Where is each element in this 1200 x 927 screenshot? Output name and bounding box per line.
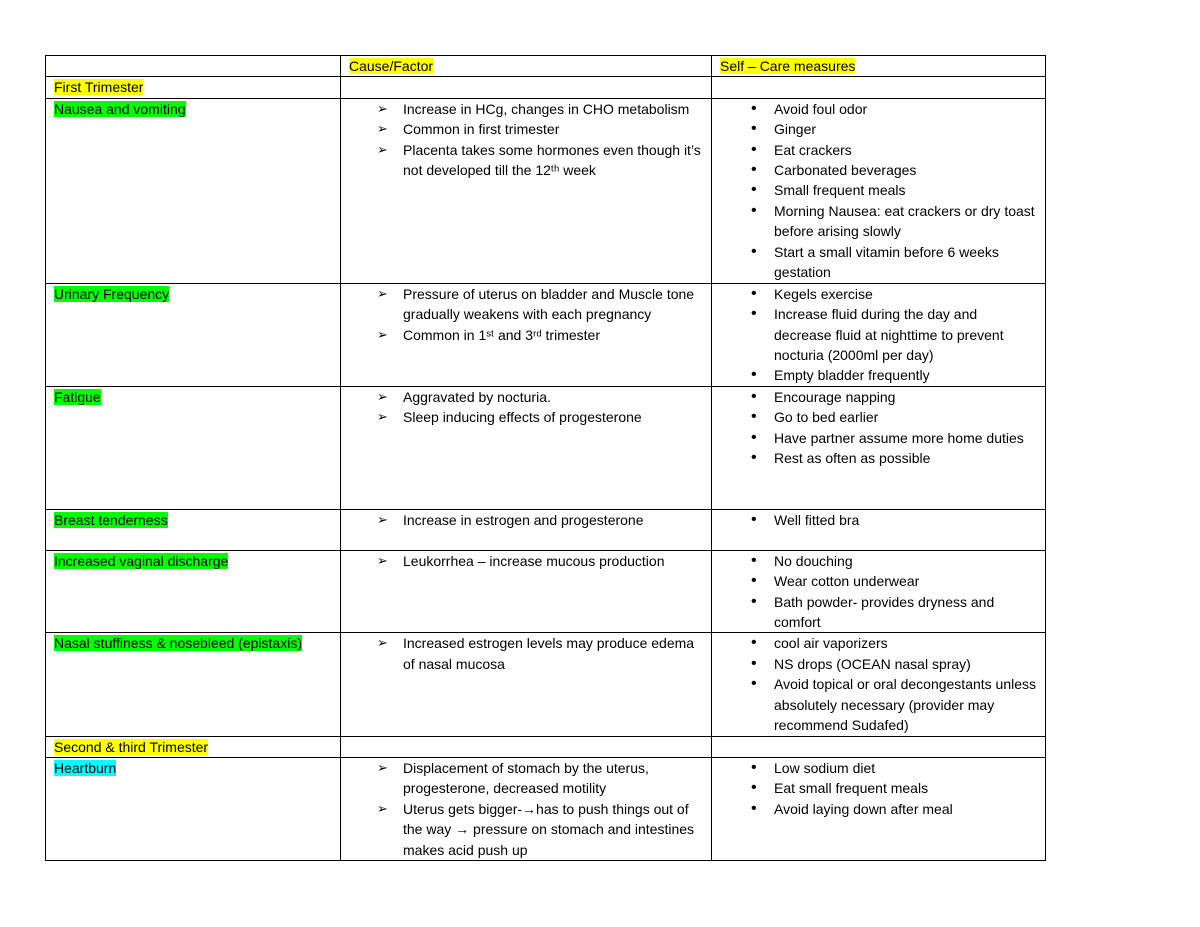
care-item: • Carbonated beverages (720, 160, 1037, 180)
care-cell (712, 509, 1046, 550)
care-list (720, 284, 1037, 386)
cause-cell (341, 550, 712, 633)
care-item: • NS drops (OCEAN nasal spray) (720, 654, 1037, 674)
cause-item: ➢ Common in 1ˢᵗ and 3ʳᵈ trimester (349, 325, 703, 345)
symptom-cell (46, 98, 341, 283)
symptom-label: Breast tenderness (54, 511, 168, 528)
header-cause-label: Cause/Factor (349, 58, 434, 74)
care-item: • Start a small vitamin before 6 weeks gestation (720, 242, 1037, 283)
header-care-label: Self – Care measures (720, 58, 856, 74)
cause-list (349, 551, 703, 571)
section-title-cell (46, 77, 341, 98)
care-list (720, 510, 1037, 530)
care-list (720, 387, 1037, 469)
care-item: • Ginger (720, 119, 1037, 139)
symptom-row (46, 98, 1046, 283)
care-item: • Empty bladder frequently (720, 365, 1037, 385)
care-item: • No douching (720, 551, 1037, 571)
symptom-row (46, 386, 1046, 509)
care-list (720, 99, 1037, 283)
cause-item: ➢ Displacement of stomach by the uterus, progesterone, decreased motility (349, 758, 703, 799)
section-title-cell (46, 736, 341, 757)
care-item: • Have partner assume more home duties (720, 428, 1037, 448)
symptom-cell (46, 550, 341, 633)
care-item: • Encourage napping (720, 387, 1037, 407)
symptom-cell (46, 757, 341, 860)
symptom-row (46, 757, 1046, 860)
care-item: • Avoid foul odor (720, 99, 1037, 119)
care-item: • Well fitted bra (720, 510, 1037, 530)
care-cell (712, 283, 1046, 386)
symptom-cell (46, 509, 341, 550)
care-item: • Wear cotton underwear (720, 571, 1037, 591)
cause-list (349, 387, 703, 428)
section-title: First Trimester (54, 79, 144, 96)
cause-list (349, 633, 703, 674)
care-item: • Bath powder- provides dryness and comfort (720, 592, 1037, 633)
symptom-row (46, 283, 1046, 386)
cause-item: ➢ Uterus gets bigger-→has to push things out of the way → pressure on stomach and intestines makes acid push up (349, 799, 703, 860)
cause-item: ➢ Placenta takes some hormones even though it’s not developed till the 12ᵗʰ week (349, 140, 703, 181)
cause-item: ➢ Increased estrogen levels may produce edema of nasal mucosa (349, 633, 703, 674)
care-item: • Kegels exercise (720, 284, 1037, 304)
cause-cell (341, 98, 712, 283)
symptom-label: Increased vaginal discharge (54, 552, 229, 569)
symptoms-table (45, 55, 1046, 861)
cause-item: ➢ Common in first trimester (349, 119, 703, 139)
cause-list (349, 510, 703, 530)
care-item: • Small frequent meals (720, 180, 1037, 200)
care-cell (712, 757, 1046, 860)
care-item: • Morning Nausea: eat crackers or dry toast before arising slowly (720, 201, 1037, 242)
care-item: • Eat small frequent meals (720, 778, 1037, 798)
cause-item: ➢ Sleep inducing effects of progesterone (349, 407, 703, 427)
symptom-label: Nasal stuffiness & nosebleed (epistaxis) (54, 635, 302, 652)
header-row (46, 56, 1046, 77)
care-item: • Increase fluid during the day and decrease fluid at nighttime to prevent nocturia (2000ml per day) (720, 304, 1037, 365)
cause-list (349, 758, 703, 860)
cause-cell (341, 386, 712, 509)
cause-item: ➢ Increase in estrogen and progesterone (349, 510, 703, 530)
cause-cell (341, 509, 712, 550)
symptom-cell (46, 386, 341, 509)
cause-cell (341, 283, 712, 386)
section-title: Second & third Trimester (54, 738, 209, 755)
symptom-row (46, 633, 1046, 736)
section-empty-cell (712, 77, 1046, 98)
section-empty-cell (341, 77, 712, 98)
section-row (46, 736, 1046, 757)
care-item: • Low sodium diet (720, 758, 1037, 778)
care-item: • Avoid laying down after meal (720, 799, 1037, 819)
symptom-label: Fatigue (54, 388, 101, 405)
symptom-label: Heartburn (54, 759, 117, 776)
cause-list (349, 284, 703, 345)
section-empty-cell (341, 736, 712, 757)
care-item: • Rest as often as possible (720, 448, 1037, 468)
cause-cell (341, 633, 712, 736)
symptom-row (46, 509, 1046, 550)
cause-item: ➢ Leukorrhea – increase mucous production (349, 551, 703, 571)
cause-cell (341, 757, 712, 860)
cause-list (349, 99, 703, 181)
symptom-label: Urinary Frequency (54, 285, 170, 302)
cause-item: ➢ Increase in HCg, changes in CHO metabolism (349, 99, 703, 119)
header-care-cell (712, 56, 1046, 77)
care-list (720, 758, 1037, 819)
header-cause-cell (341, 56, 712, 77)
cause-item: ➢ Aggravated by nocturia. (349, 387, 703, 407)
cause-item: ➢ Pressure of uterus on bladder and Muscle tone gradually weakens with each pregnancy (349, 284, 703, 325)
symptom-label: Nausea and vomiting (54, 100, 186, 117)
section-row (46, 77, 1046, 98)
symptom-row (46, 550, 1046, 633)
symptom-cell (46, 633, 341, 736)
care-item: • Go to bed earlier (720, 407, 1037, 427)
care-cell (712, 98, 1046, 283)
header-symptom-cell (46, 56, 341, 77)
table-body (46, 56, 1046, 861)
care-cell (712, 633, 1046, 736)
care-list (720, 633, 1037, 735)
symptom-cell (46, 283, 341, 386)
care-item: • Avoid topical or oral decongestants unless absolutely necessary (provider may recommend Sudafed) (720, 674, 1037, 735)
section-empty-cell (712, 736, 1046, 757)
care-list (720, 551, 1037, 633)
care-cell (712, 386, 1046, 509)
care-cell (712, 550, 1046, 633)
care-item: • cool air vaporizers (720, 633, 1037, 653)
care-item: • Eat crackers (720, 140, 1037, 160)
